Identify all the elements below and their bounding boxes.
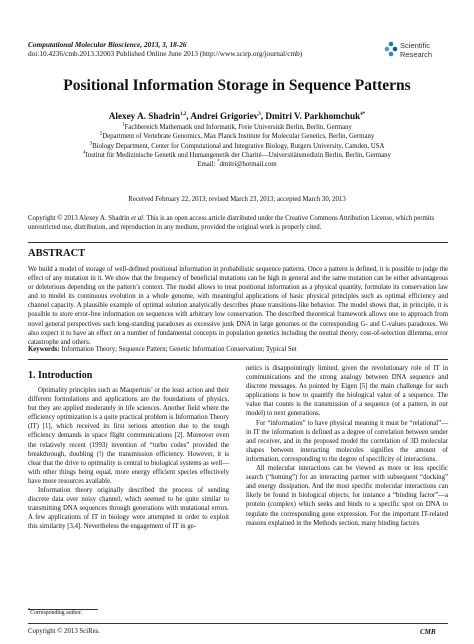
paper-title: Positional Information Storage in Sequence Patterns <box>63 77 411 94</box>
affil-text: Fachbereich Mathematik und Informatik, Freie Universität Berlin, Berlin, Germany <box>124 124 352 131</box>
author-affil-sup: 1,2 <box>179 111 187 117</box>
affil-text: Biology Department, Center for Computational and Integrative Biology, Rutgers University, Camden, USA <box>92 142 385 150</box>
keywords-label: Keywords: <box>28 346 60 353</box>
author-name: Dmitri V. Parkhomchuk <box>265 111 361 121</box>
body-paragraph: Optimality principles such as Maupertuis’ or the least action and their different formulations and applications are the foundations of physics, but they are applied moderately in life sciences. Another field where the efficiency optimization is a quite practical problem is Information Theory (IT) [1], which received its first serious attention due to the tough efficiency demands in space flight communications [2]. Moreover even the relatively recent (1993) invention of “turbo codes” provided the breakthrough, doubling (!) the transmission efficiency. However, it is clear that the drive to optimality is central to biological systems as well—with other things being equal, more energy efficient species effectively have more resources available. <box>28 387 229 485</box>
body-paragraph: All molecular interactions can be viewed as more or less specific search (“homing”) for an interacting partner with subsequent “docking” and energy dissipation. And the most specific molecular interactions can likely be found in biological objects; for instance a “binding factor”—a protein (complex) which seeks and binds to a specific spot on DNA to regulate the corresponding gene expression. For the important IT-related reasons explained in the Methods section, many binding factors <box>246 465 448 527</box>
affil-text: Department of Vertebrate Genomics, Max Planck Institute for Molecular Genetics, Berlin, Germany <box>102 133 375 141</box>
journal-header <box>28 40 302 58</box>
footer-divider <box>28 623 448 624</box>
journal-citation: Computational Molecular Bioscience, 2013, 3, 18-26 <box>28 40 187 49</box>
intro-heading: 1. Introduction <box>28 370 93 381</box>
affil-sup: 1 <box>122 122 125 128</box>
author-separator: , <box>260 111 266 121</box>
author-affil-sup: 4* <box>360 111 366 117</box>
affiliation-line <box>0 123 474 132</box>
affil-sup: 2 <box>99 132 103 138</box>
affiliation-line <box>0 142 474 151</box>
section-divider <box>28 359 448 360</box>
email-line <box>0 160 474 169</box>
article-dates: Received February 22, 2013; revised March 23, 2013; accepted March 30, 2013 <box>128 196 346 203</box>
footnote-sup: * <box>28 607 31 613</box>
body-paragraph: For “information” to have physical meaning it must be “relational”—in IT the information is defined as a degree of correlation between sender and receiver, and in the proposed model the correlation of 3D molecular shapes between interacting molecules signifies the amount of information, corresponding to the degree of specificity of interactions. <box>246 419 448 463</box>
keywords <box>28 346 448 353</box>
body-paragraph: netics is disappointingly limited, given the revolutionary role of IT in communications and the strong analogy between DNA sequence and discrete messages. As pointed by Eigen [5] the main challenge for such applications is how to quantify the biological value of a sequence. The value that counts is the transmission of a sequence (or a pattern, in our model) to next generations. <box>246 365 448 418</box>
keywords-text: Information Theory; Sequence Pattern; Genetic Information Conservation; Typical Set <box>59 346 297 353</box>
author-name: Andrei Grigoriev <box>190 111 259 121</box>
logo-text-line1: Scientific <box>400 41 431 50</box>
affiliations <box>0 123 474 169</box>
copyright-etal: et al <box>131 215 144 222</box>
affil-sup: 4 <box>83 150 86 156</box>
author-affil-sup: 3 <box>258 111 261 117</box>
author-name: Alexey A. Shadrin <box>108 111 180 121</box>
scientific-research-logo-icon <box>384 39 398 59</box>
affiliation-line <box>0 151 474 160</box>
body-paragraph: Information theory originally described the process of sending discrete data over noisy channel, which seemed to be quite similar to transmitting DNA sequences through generations with mutational errors. A few applications of IT in biology were attempted in order to exploit this similarity [3,4]. Nevertheless the engagement of IT in ge- <box>28 487 229 531</box>
email-sup: * <box>217 159 220 165</box>
author-list <box>0 111 474 121</box>
publisher-logo <box>384 38 450 64</box>
abstract-heading: ABSTRACT <box>28 248 86 259</box>
logo-text-line2: Research <box>400 50 433 59</box>
author-separator: , <box>186 111 191 121</box>
footnote <box>28 607 83 616</box>
email-label: Email: <box>197 161 218 169</box>
doi-line[interactable]: doi:10.4236/cmb.2013.32003 Published Online June 2013 (http://www.scirp.org/journal/cmb) <box>28 49 303 58</box>
copyright-text: . This is an open access article distributed under the Creative Commons Attribution License, which permits unrestricted use, distribution, and reproduction in any medium, provided the original work is properly cited. <box>28 215 435 232</box>
section-divider <box>28 242 448 243</box>
copyright-notice <box>28 214 448 233</box>
abstract-text: We build a model of storage of well-defined positional information in probabilistic sequence patterns. Once a pattern is defined, it is possible to judge the effect of any mutation in it. We show that the frequency of beneficial mutations can be high in general and the same mutation can be either advantageous or deleterious depending on the pattern’s context. The model allows to treat positional information as a physical quantity, formulate its conservation law and to model its continuous evolution in a whole genome, with meaningful applications of basic physical principles such as optimal efficiency and channel capacity. A plausible example of optimal solution analytically describes phase transitions-like behavior. The model shows that, in principle, it is possible to store error-free information on sequences with arbitrary low conservation. The described theoretical framework allows one to approach from novel general perspectives such long-standing paradoxes as excessive junk DNA in large genomes or the corresponding G- and C-values paradoxes. We also expect it to have an effect on a number of fundamental concepts in population genetics including the neutral theory, cost-of-selection dilemma, error catastrophe and others. <box>28 266 448 346</box>
affil-text: Institut für Medizinische Genetik und Humangenetik der Charité—Universitätsmedizin Berlin, Berlin, Germany <box>85 151 391 159</box>
left-column <box>28 386 229 532</box>
footnote-text: Corresponding author. <box>30 610 83 616</box>
footer-journal-abbr: CMB <box>420 628 436 636</box>
right-column <box>246 364 448 528</box>
affiliation-line <box>0 132 474 141</box>
copyright-text: Copyright © 2013 Alexey A. Shadrin <box>28 215 132 222</box>
footer-copyright: Copyright © 2013 SciRes. <box>28 628 101 635</box>
email-link[interactable]: dmitri@hotmail.com <box>219 161 277 169</box>
affil-sup: 3 <box>89 141 93 147</box>
